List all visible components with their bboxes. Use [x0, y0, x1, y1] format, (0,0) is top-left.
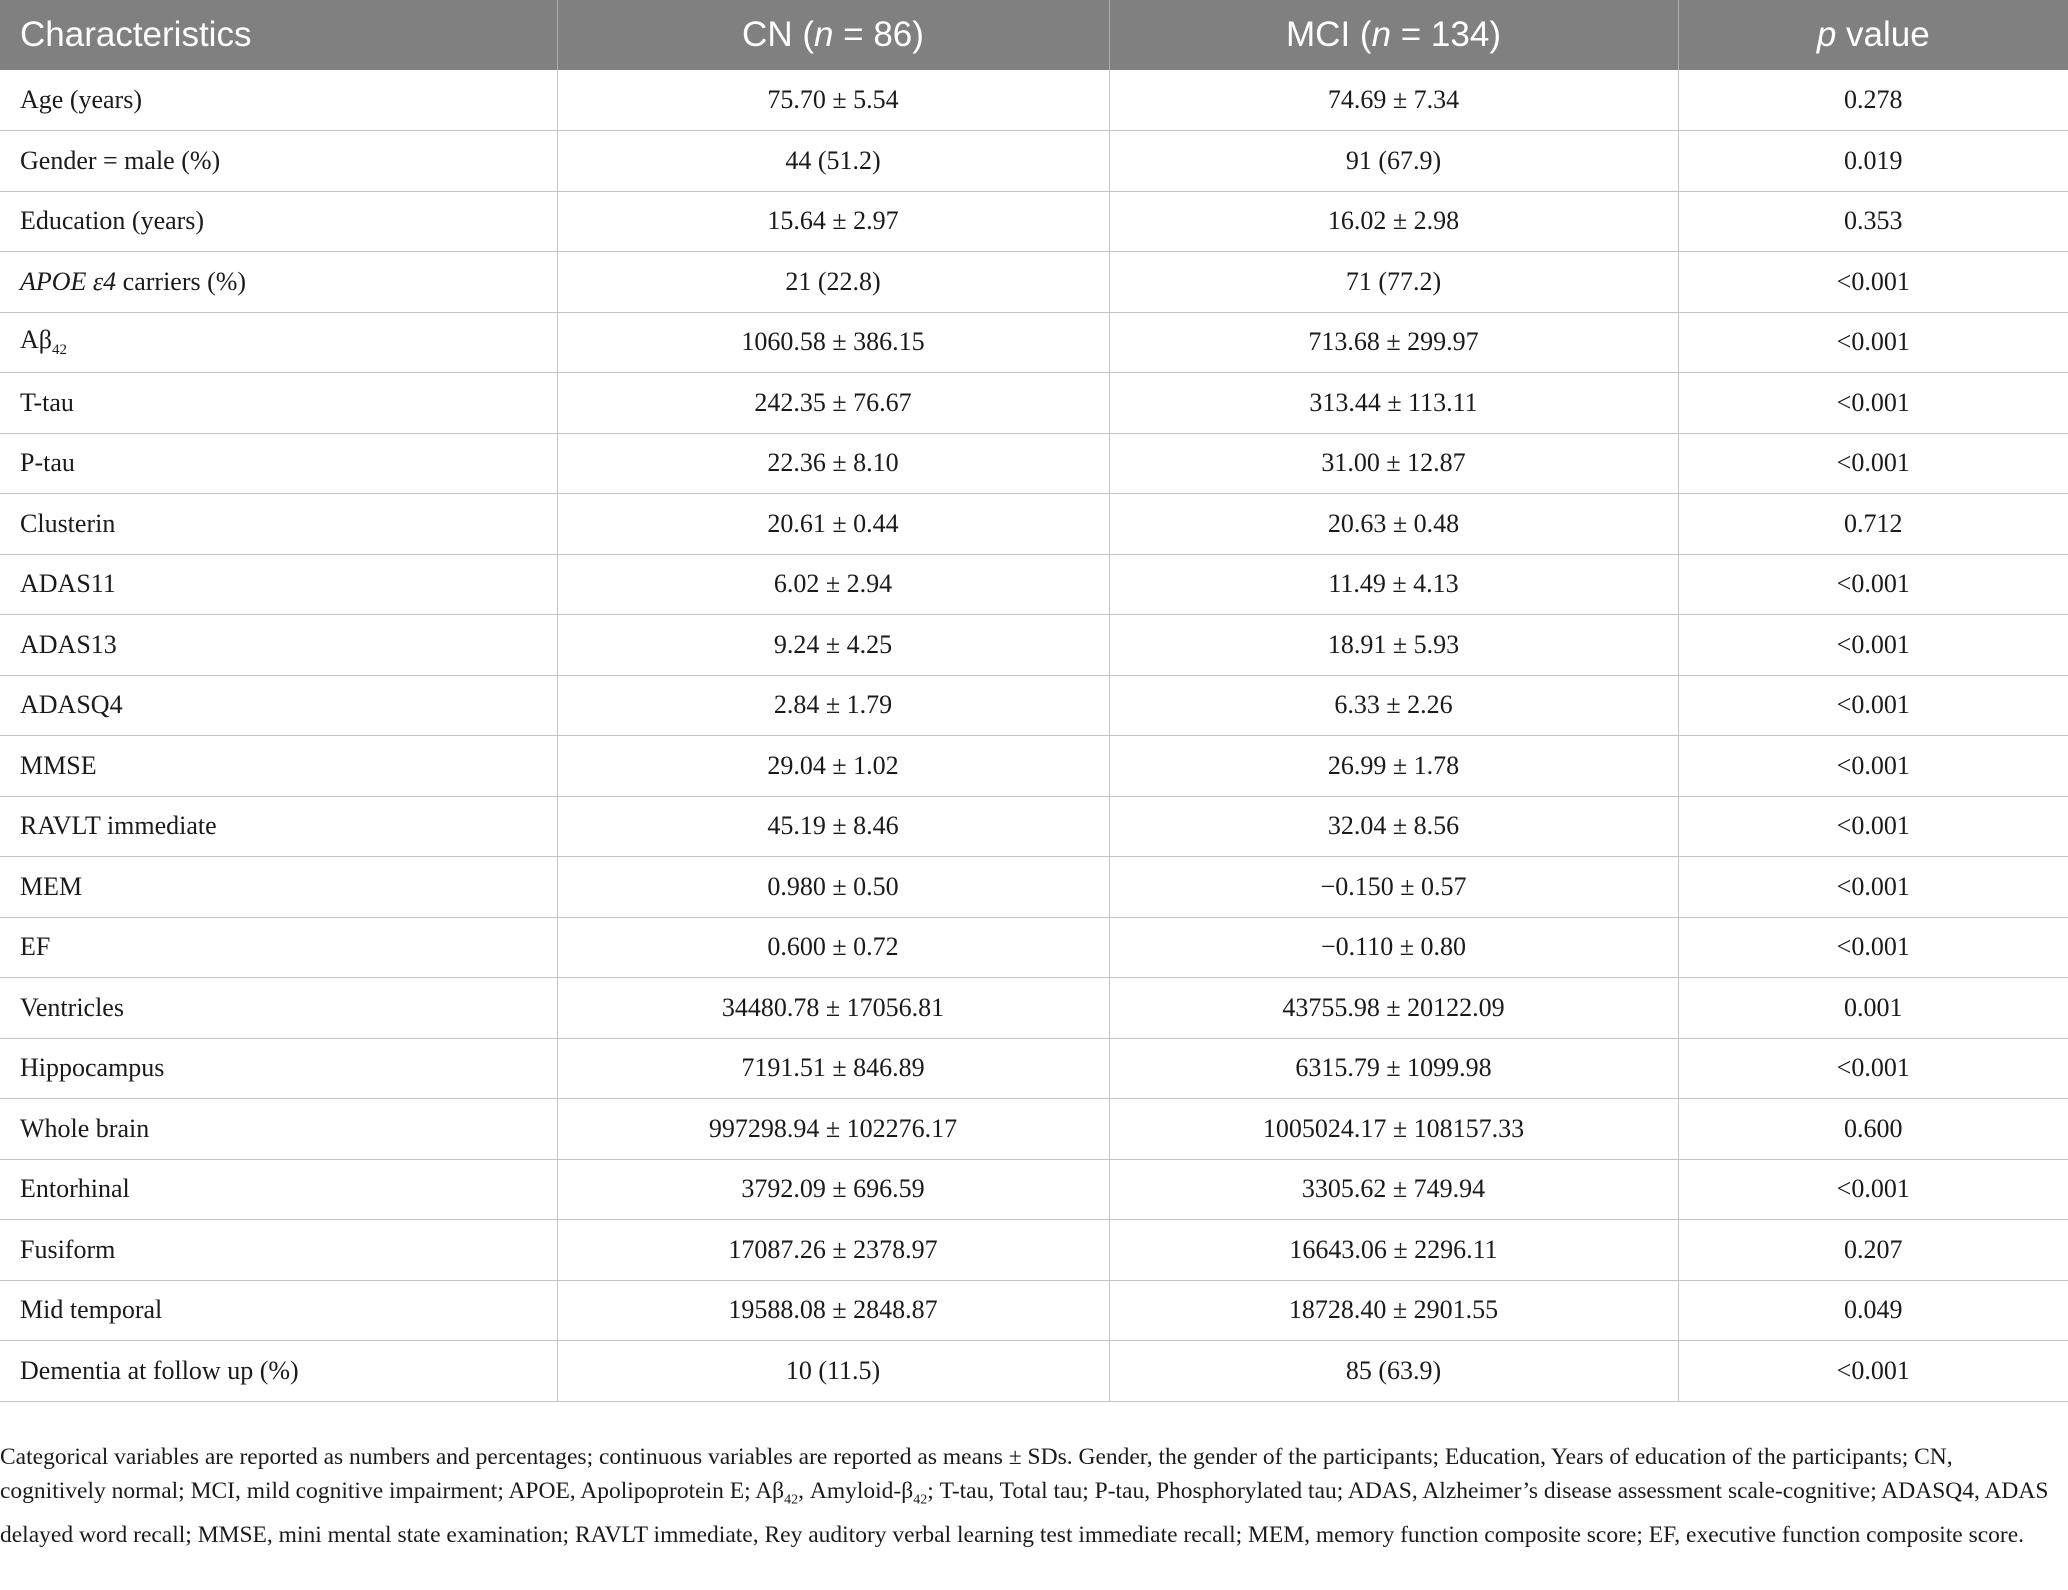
p-value: <0.001 — [1678, 1159, 2068, 1220]
header-cn-prefix: CN ( — [742, 15, 814, 54]
p-value: <0.001 — [1678, 1038, 2068, 1099]
mci-value: 3305.62 ± 749.94 — [1109, 1159, 1678, 1220]
mci-value: −0.110 ± 0.80 — [1109, 917, 1678, 978]
table-row — [0, 1038, 2068, 1099]
row-label-rest: carriers (%) — [116, 266, 247, 296]
p-value: 0.049 — [1678, 1280, 2068, 1341]
cn-value: 15.64 ± 2.97 — [557, 191, 1109, 252]
mci-value: 6.33 ± 2.26 — [1109, 675, 1678, 736]
row-label: Gender = male (%) — [0, 131, 557, 192]
p-value: <0.001 — [1678, 675, 2068, 736]
row-label: Age (years) — [0, 70, 557, 131]
table-row — [0, 857, 2068, 918]
mci-value: 20.63 ± 0.48 — [1109, 494, 1678, 555]
p-value: 0.001 — [1678, 978, 2068, 1039]
footnote-sub1: 42 — [784, 1492, 799, 1508]
cn-value: 2.84 ± 1.79 — [557, 675, 1109, 736]
p-value: <0.001 — [1678, 615, 2068, 676]
row-label — [0, 252, 557, 313]
table-row — [0, 1099, 2068, 1160]
row-label: ADAS13 — [0, 615, 557, 676]
header-mci-suffix: = 134) — [1391, 15, 1501, 54]
row-label: Education (years) — [0, 191, 557, 252]
mci-value: 313.44 ± 113.11 — [1109, 373, 1678, 434]
table-row — [0, 131, 2068, 192]
row-label: RAVLT immediate — [0, 796, 557, 857]
mci-value: −0.150 ± 0.57 — [1109, 857, 1678, 918]
p-value: 0.600 — [1678, 1099, 2068, 1160]
row-label: ADASQ4 — [0, 675, 557, 736]
p-value: <0.001 — [1678, 857, 2068, 918]
mci-value: 43755.98 ± 20122.09 — [1109, 978, 1678, 1039]
table-row — [0, 373, 2068, 434]
cn-value: 6.02 ± 2.94 — [557, 554, 1109, 615]
footnote-part2: , Amyloid-β — [798, 1478, 914, 1504]
row-label: Dementia at follow up (%) — [0, 1341, 557, 1402]
p-value: <0.001 — [1678, 917, 2068, 978]
p-value: 0.207 — [1678, 1220, 2068, 1281]
table-row — [0, 796, 2068, 857]
mci-value: 26.99 ± 1.78 — [1109, 736, 1678, 797]
p-value: <0.001 — [1678, 796, 2068, 857]
table-row — [0, 70, 2068, 131]
p-value: 0.712 — [1678, 494, 2068, 555]
p-value: <0.001 — [1678, 433, 2068, 494]
p-value: <0.001 — [1678, 373, 2068, 434]
header-p-value — [1678, 0, 2068, 70]
table-row — [0, 675, 2068, 736]
mci-value: 16.02 ± 2.98 — [1109, 191, 1678, 252]
row-label: P-tau — [0, 433, 557, 494]
row-label: ADAS11 — [0, 554, 557, 615]
cn-value: 0.600 ± 0.72 — [557, 917, 1109, 978]
cn-value: 10 (11.5) — [557, 1341, 1109, 1402]
row-label: Ventricles — [0, 978, 557, 1039]
table-row — [0, 1341, 2068, 1402]
table-row — [0, 615, 2068, 676]
table-header — [0, 0, 2068, 70]
row-label: MMSE — [0, 736, 557, 797]
cn-value: 44 (51.2) — [557, 131, 1109, 192]
mci-value: 16643.06 ± 2296.11 — [1109, 1220, 1678, 1281]
mci-value: 6315.79 ± 1099.98 — [1109, 1038, 1678, 1099]
row-label: Hippocampus — [0, 1038, 557, 1099]
cn-value: 997298.94 ± 102276.17 — [557, 1099, 1109, 1160]
header-cn-n: n — [813, 15, 834, 54]
cn-value: 242.35 ± 76.67 — [557, 373, 1109, 434]
table-row — [0, 1159, 2068, 1220]
table-row — [0, 917, 2068, 978]
footnote-part3: ; T-tau, Total tau; P-tau, Phosphorylated tau; ADAS, Alzheimer’s disease assessment scale-cognitive; ADASQ4, ADAS delayed word recall; MMSE, mini mental state examination; RAVLT immediate, Rey auditory verbal learning test immediate recall; MEM, memory function composite score; EF, executive function composite score. — [0, 1478, 2049, 1548]
mci-value: 74.69 ± 7.34 — [1109, 70, 1678, 131]
p-value: <0.001 — [1678, 736, 2068, 797]
mci-value: 18728.40 ± 2901.55 — [1109, 1280, 1678, 1341]
row-label-italic: APOE ε4 — [20, 266, 117, 296]
row-label — [0, 312, 557, 373]
mci-value: 31.00 ± 12.87 — [1109, 433, 1678, 494]
header-row — [0, 0, 2068, 70]
header-mci-n: n — [1371, 15, 1392, 54]
cn-value: 19588.08 ± 2848.87 — [557, 1280, 1109, 1341]
cn-value: 75.70 ± 5.54 — [557, 70, 1109, 131]
table-row — [0, 494, 2068, 555]
cn-value: 34480.78 ± 17056.81 — [557, 978, 1109, 1039]
table-row — [0, 554, 2068, 615]
cn-value: 17087.26 ± 2378.97 — [557, 1220, 1109, 1281]
mci-value: 32.04 ± 8.56 — [1109, 796, 1678, 857]
row-label: EF — [0, 917, 557, 978]
cn-value: 0.980 ± 0.50 — [557, 857, 1109, 918]
cn-value: 29.04 ± 1.02 — [557, 736, 1109, 797]
footnote-sub2: 42 — [913, 1492, 928, 1508]
row-label: MEM — [0, 857, 557, 918]
header-p-suffix: value — [1836, 15, 1930, 54]
cn-value: 9.24 ± 4.25 — [557, 615, 1109, 676]
table-row — [0, 736, 2068, 797]
row-label: Entorhinal — [0, 1159, 557, 1220]
footnote-part1: Categorical variables are reported as numbers and percentages; continuous variables are reported as means ± SDs. Gender, the gender of the participants; Education, Years of education of the participants; CN, cognitively normal; MCI, mild cognitive impairment; APOE, Apolipoprotein E; Aβ — [0, 1444, 1953, 1504]
row-label-sub: 42 — [52, 342, 68, 359]
header-p: p — [1816, 15, 1837, 54]
p-value: <0.001 — [1678, 312, 2068, 373]
p-value: <0.001 — [1678, 554, 2068, 615]
p-value: 0.353 — [1678, 191, 2068, 252]
p-value: <0.001 — [1678, 1341, 2068, 1402]
cn-value: 22.36 ± 8.10 — [557, 433, 1109, 494]
header-cn-suffix: = 86) — [833, 15, 924, 54]
table-row — [0, 433, 2068, 494]
table-row — [0, 1280, 2068, 1341]
header-mci-prefix: MCI ( — [1286, 15, 1372, 54]
header-characteristics: Characteristics — [0, 0, 557, 70]
header-cn — [557, 0, 1109, 70]
p-value: 0.019 — [1678, 131, 2068, 192]
row-label: T-tau — [0, 373, 557, 434]
table-row — [0, 312, 2068, 373]
row-label-base: Aβ — [20, 325, 53, 355]
table-body — [0, 70, 2068, 1401]
table-row — [0, 1220, 2068, 1281]
mci-value: 91 (67.9) — [1109, 131, 1678, 192]
table-row — [0, 252, 2068, 313]
mci-value: 18.91 ± 5.93 — [1109, 615, 1678, 676]
mci-value: 1005024.17 ± 108157.33 — [1109, 1099, 1678, 1160]
table-row — [0, 978, 2068, 1039]
row-label: Clusterin — [0, 494, 557, 555]
cn-value: 1060.58 ± 386.15 — [557, 312, 1109, 373]
cn-value: 45.19 ± 8.46 — [557, 796, 1109, 857]
p-value: <0.001 — [1678, 252, 2068, 313]
mci-value: 71 (77.2) — [1109, 252, 1678, 313]
cn-value: 21 (22.8) — [557, 252, 1109, 313]
mci-value: 11.49 ± 4.13 — [1109, 554, 1678, 615]
cn-value: 7191.51 ± 846.89 — [557, 1038, 1109, 1099]
table-row — [0, 191, 2068, 252]
row-label: Fusiform — [0, 1220, 557, 1281]
cn-value: 20.61 ± 0.44 — [557, 494, 1109, 555]
p-value: 0.278 — [1678, 70, 2068, 131]
mci-value: 85 (63.9) — [1109, 1341, 1678, 1402]
cn-value: 3792.09 ± 696.59 — [557, 1159, 1109, 1220]
row-label: Whole brain — [0, 1099, 557, 1160]
mci-value: 713.68 ± 299.97 — [1109, 312, 1678, 373]
header-mci — [1109, 0, 1678, 70]
table-footnote — [0, 1440, 2050, 1552]
row-label: Mid temporal — [0, 1280, 557, 1341]
